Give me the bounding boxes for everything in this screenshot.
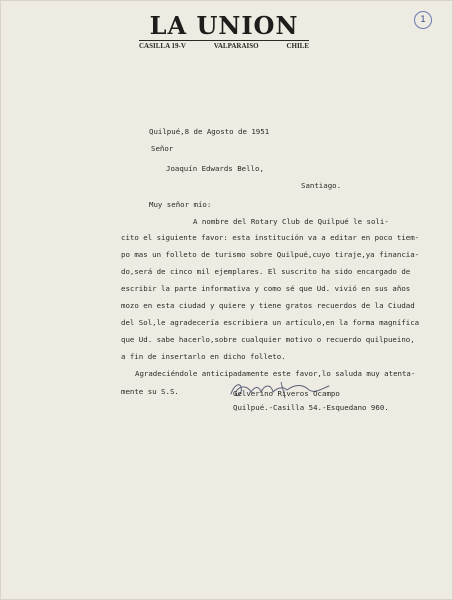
signer-name: Gelverino Riveros Ocampo (233, 389, 340, 398)
body-line: mozo en esta ciudad y quiere y tiene gratos recuerdos de la Ciudad (121, 301, 415, 310)
body-line: po mas un folleto de turismo sobre Quilpué,cuyo tiraje,ya financia- (121, 250, 420, 259)
letter-honorific: Señor (151, 144, 174, 153)
letterhead-name: LA UNION (149, 11, 299, 40)
body-line: que Ud. sabe hacerlo,sobre cualquier motivo o recuerdo quilpueino, (121, 335, 415, 344)
body-line: a fin de insertarlo en dicho folleto. (121, 352, 286, 361)
letterhead-country: CHILE (286, 42, 309, 50)
body-line: cito el siguiente favor: esta institución va a editar en poco tiem- (121, 233, 420, 242)
letter-salutation: Muy señor mío: (149, 200, 212, 209)
letterhead (139, 13, 309, 50)
letter-city: Santiago. (301, 181, 342, 190)
page-number: 1 (414, 11, 432, 29)
closing-line: mente su S.S. (121, 387, 179, 396)
signer-address: Quilpué.-Casilla 54.-Esquedano 960. (233, 403, 389, 412)
letter-recipient: Joaquín Edwards Bello, (166, 164, 264, 173)
letterhead-city: VALPARAISO (213, 42, 259, 50)
closing-line: Agradeciéndole anticipadamente este favor,lo saluda muy atenta- (135, 369, 416, 378)
body-line: do,será de cinco mil ejemplares. El suscrito ha sido encargado de (121, 267, 411, 276)
body-line: escribir la parte informativa y como sé que Ud. vivió en sus años (121, 284, 411, 293)
body-line: A nombre del Rotary Club de Quilpué le soli- (193, 217, 389, 226)
letter-date: Quilpué,8 de Agosto de 1951 (149, 127, 270, 136)
body-line: del Sol,le agradecería escribiera un artículo,en la forma magnífica (121, 318, 420, 327)
letterhead-subline (139, 40, 309, 50)
letterhead-casilla: CASILLA 19-V (139, 42, 186, 50)
